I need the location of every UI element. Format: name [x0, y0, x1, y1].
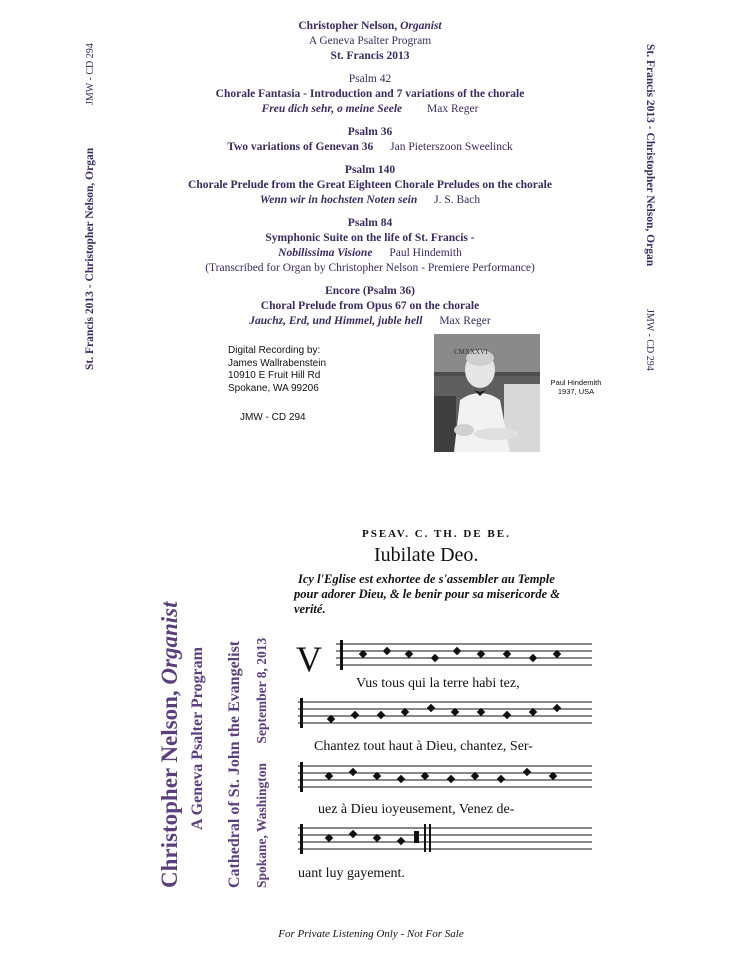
- item-psalm: Encore (Psalm 36): [325, 285, 415, 297]
- score-title: Iubilate Deo.: [374, 544, 479, 566]
- photo-caption-name: Paul Hindemith: [550, 378, 602, 387]
- performer-role: Organist: [400, 20, 442, 32]
- item-chorale: Jauchz, Erd, und Himmel, juble hell: [249, 315, 423, 327]
- item-title: Symphonic Suite on the life of St. Francis -: [265, 232, 475, 244]
- psalm-score: [292, 526, 602, 896]
- front-location: Spokane, Washington: [254, 762, 269, 888]
- item-composer: Jan Pieterszoon Sweelinck: [390, 141, 513, 153]
- score-intro-1: Icy l'Eglise est exhortee de s'assembler au Temple: [298, 572, 555, 586]
- lyrics-line-3: uez à Dieu ioyeusement, Venez de-: [318, 802, 515, 817]
- item-title-line: [150, 141, 590, 153]
- item-psalm: Psalm 140: [344, 164, 396, 176]
- item-psalm: Psalm 84: [347, 217, 393, 229]
- spine-left-text: St. Francis 2013 - Christopher Nelson, Organ: [84, 147, 96, 370]
- photo-wall-text: CMXXXVI: [454, 348, 488, 356]
- item-title: Chorale Fantasia - Introduction and 7 variations of the chorale: [215, 88, 525, 100]
- spine-right-text: St. Francis 2013 - Christopher Nelson, Organ: [644, 44, 656, 267]
- item-chorale-line: [150, 194, 590, 206]
- spine-right-catalog: JMW - CD 294: [644, 309, 655, 371]
- recording-catalog: JMW - CD 294: [240, 412, 306, 423]
- front-performer: [157, 602, 183, 889]
- lyrics-line-4: uant luy gayement.: [298, 866, 405, 881]
- item-chorale: Freu dich sehr, o meine Seele: [261, 103, 403, 115]
- item-title: Two variations of Genevan 36: [227, 141, 374, 153]
- recording-info: [228, 345, 326, 395]
- recording-street: 10910 E Fruit Hill Rd: [228, 370, 321, 381]
- front-location-line: [254, 638, 270, 888]
- spine-right: [644, 44, 656, 371]
- music-staves: [292, 526, 602, 896]
- photo-caption-date: 1937, USA: [557, 387, 595, 396]
- item-composer: Max Reger: [427, 103, 479, 115]
- spine-left: [84, 43, 96, 370]
- item-chorale-line: [150, 315, 590, 327]
- event-title: St. Francis 2013: [330, 50, 410, 62]
- front-program: A Geneva Psalter Program: [189, 647, 206, 830]
- front-venue: Cathedral of St. John the Evangelist: [226, 640, 243, 888]
- recording-label: Digital Recording by:: [228, 345, 321, 356]
- performer-name: Christopher Nelson,: [298, 20, 398, 32]
- item-chorale-line: [150, 247, 590, 259]
- item-chorale: Nobilissima Visione: [278, 247, 373, 259]
- footer-notice: For Private Listening Only - Not For Sale: [278, 928, 464, 940]
- lyrics-line-1: Vus tous qui la terre habi tez,: [356, 676, 520, 691]
- item-note: (Transcribed for Organ by Christopher Nelson - Premiere Performance): [205, 262, 535, 274]
- performer-heading: [150, 20, 590, 32]
- item-psalm: Psalm 36: [347, 126, 393, 138]
- recording-name: James Wallrabenstein: [228, 357, 327, 369]
- program-title: A Geneva Psalter Program: [308, 35, 432, 47]
- front-date: September 8, 2013: [254, 637, 269, 744]
- front-role: Organist: [157, 601, 182, 685]
- score-intro-2: pour adorer Dieu, & le benir pour sa misericorde &: [294, 587, 560, 601]
- item-composer: Max Reger: [439, 315, 491, 327]
- recording-city: Spokane, WA 99206: [228, 382, 319, 394]
- score-header: PSEAV. C. TH. DE BE.: [362, 528, 511, 540]
- item-composer: J. S. Bach: [434, 194, 481, 206]
- hindemith-photo: [434, 334, 540, 452]
- score-intro-3: verité.: [294, 602, 326, 616]
- front-name: Christopher Nelson,: [157, 690, 182, 888]
- score-initial: V: [296, 639, 322, 679]
- lyrics-line-2: Chantez tout haut à Dieu, chantez, Ser-: [314, 739, 533, 754]
- spine-left-catalog: JMW - CD 294: [85, 43, 96, 105]
- item-composer: Paul Hindemith: [389, 247, 462, 259]
- item-psalm: Psalm 42: [348, 73, 392, 85]
- item-chorale-line: [150, 103, 590, 115]
- item-title: Choral Prelude from Opus 67 on the chorale: [260, 300, 480, 312]
- item-chorale: Wenn wir in hochsten Noten sein: [259, 194, 418, 206]
- item-title: Chorale Prelude from the Great Eighteen Chorale Preludes on the chorale: [188, 179, 552, 191]
